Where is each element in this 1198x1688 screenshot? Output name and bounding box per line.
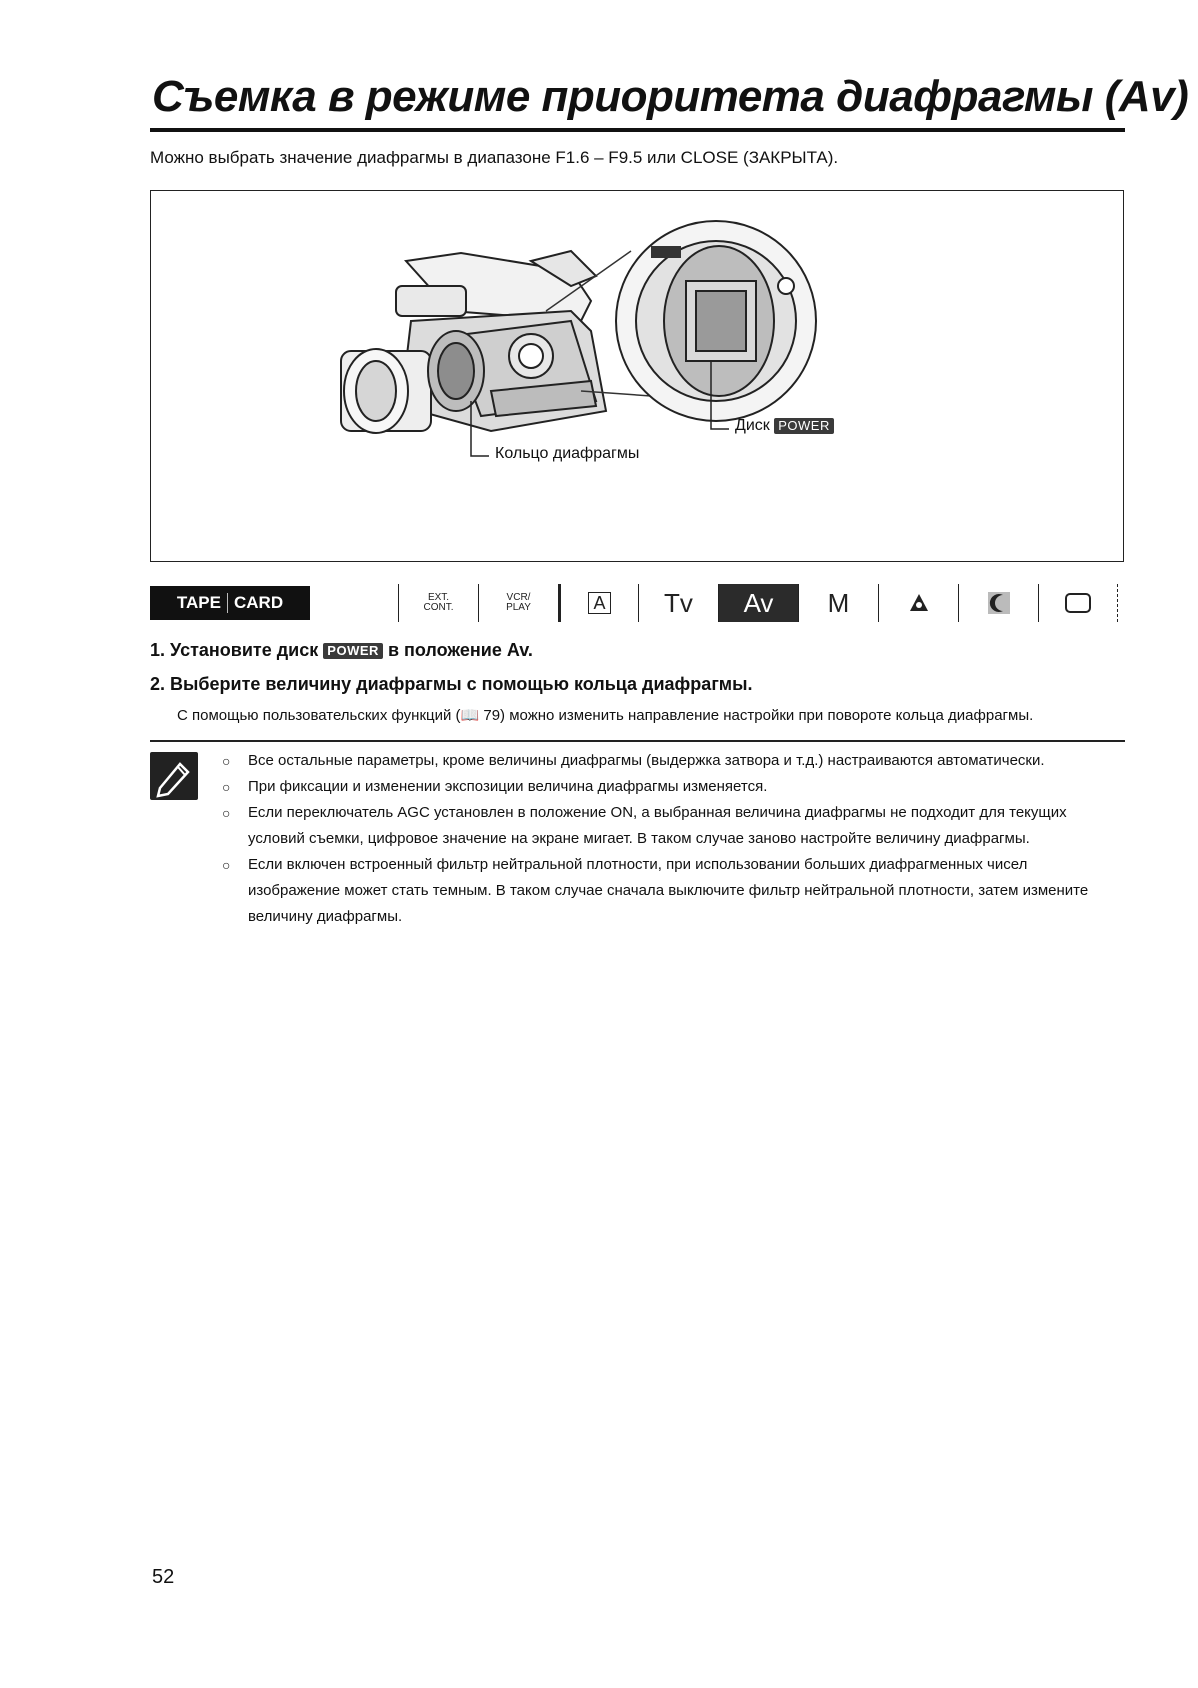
dial-callout-label: Диск — [735, 417, 770, 434]
page-number: 52 — [152, 1566, 175, 1588]
mode-auto — [558, 584, 638, 622]
mode-custom — [1038, 584, 1118, 622]
note-text: При фиксации и изменении экспозиции величина диафрагмы изменяется. — [248, 778, 768, 795]
mode-tv: Tv — [638, 584, 718, 622]
night-scene-icon — [987, 591, 1011, 615]
tape-label: TAPE — [176, 593, 221, 612]
note-text: Все остальные параметры, кроме величины диафрагмы (выдержка затвора и т.д.) настраиваются автоматически. — [248, 752, 1045, 769]
mode-ext-cont — [398, 584, 478, 622]
note-item — [222, 852, 1122, 930]
intro-text: Можно выбрать значение диафрагмы в диапазоне F1.6 – F9.5 или CLOSE (ЗАКРЫТА). — [150, 148, 839, 167]
media-badge — [150, 586, 310, 620]
mode-manual: M — [798, 584, 878, 622]
step-1-suffix: в положение Av. — [387, 640, 533, 660]
mode-vcr-label: VCR/ — [506, 592, 531, 603]
note-item — [222, 748, 1122, 774]
bullet-icon: ○ — [222, 753, 231, 769]
notes-pencil-icon — [150, 752, 198, 800]
custom-scene-icon — [1064, 592, 1092, 614]
mode-dial-strip — [398, 584, 1118, 622]
bullet-icon: ○ — [222, 779, 231, 795]
mode-vcr-play — [478, 584, 558, 622]
step-2-note: С помощью пользовательских функций (📖 79) можно изменить направление настройки при повороте кольца диафрагмы. — [177, 707, 1034, 724]
page-title: Съемка в режиме приоритета диафрагмы (Av) — [152, 72, 1189, 121]
note-text: Если переключатель AGC установлен в положение ON, а выбранная величина диафрагмы не подходит для текущих условий съемки, цифровое значение на экране мигает. В таком случае заново настройте величину диафрагмы. — [248, 804, 1067, 847]
badge-separator — [227, 593, 228, 613]
step-2-text: Выберите величину диафрагмы с помощью кольца диафрагмы. — [170, 674, 753, 694]
bullet-icon: ○ — [222, 805, 231, 821]
card-label: CARD — [233, 593, 284, 612]
step-1-badge: POWER — [323, 643, 383, 659]
step-1-number: 1. — [150, 640, 166, 660]
mode-play-label: PLAY — [506, 602, 531, 613]
mode-spotlight — [878, 584, 958, 622]
mode-ext-label: EXT. — [427, 592, 450, 603]
mode-auto-label: A — [588, 592, 610, 614]
bullet-icon: ○ — [222, 857, 231, 873]
title-rule — [150, 128, 1125, 132]
camcorder-figure — [150, 190, 1124, 562]
ring-callout: Кольцо диафрагмы — [495, 445, 640, 462]
step-2 — [150, 674, 753, 695]
dial-callout — [735, 417, 834, 435]
mode-cont-label: CONT. — [423, 602, 454, 613]
mode-av-active: Av — [718, 584, 798, 622]
pencil-icon — [150, 752, 198, 800]
notes-rule — [150, 740, 1125, 742]
dial-callout-badge: POWER — [774, 418, 834, 434]
mode-night — [958, 584, 1038, 622]
step-2-number: 2. — [150, 674, 166, 694]
spotlight-icon — [908, 592, 930, 614]
camcorder-illustration — [151, 191, 1125, 563]
step-1-prefix: Установите диск — [170, 640, 319, 660]
note-text: Если включен встроенный фильтр нейтральной плотности, при использовании больших диафрагменных чисел изображение может стать темным. В таком случае сначала выключите фильтр нейтральной плотности, затем измените величину диафрагмы. — [248, 856, 1089, 925]
step-1 — [150, 640, 533, 661]
note-item — [222, 774, 1122, 800]
note-item — [222, 800, 1122, 852]
